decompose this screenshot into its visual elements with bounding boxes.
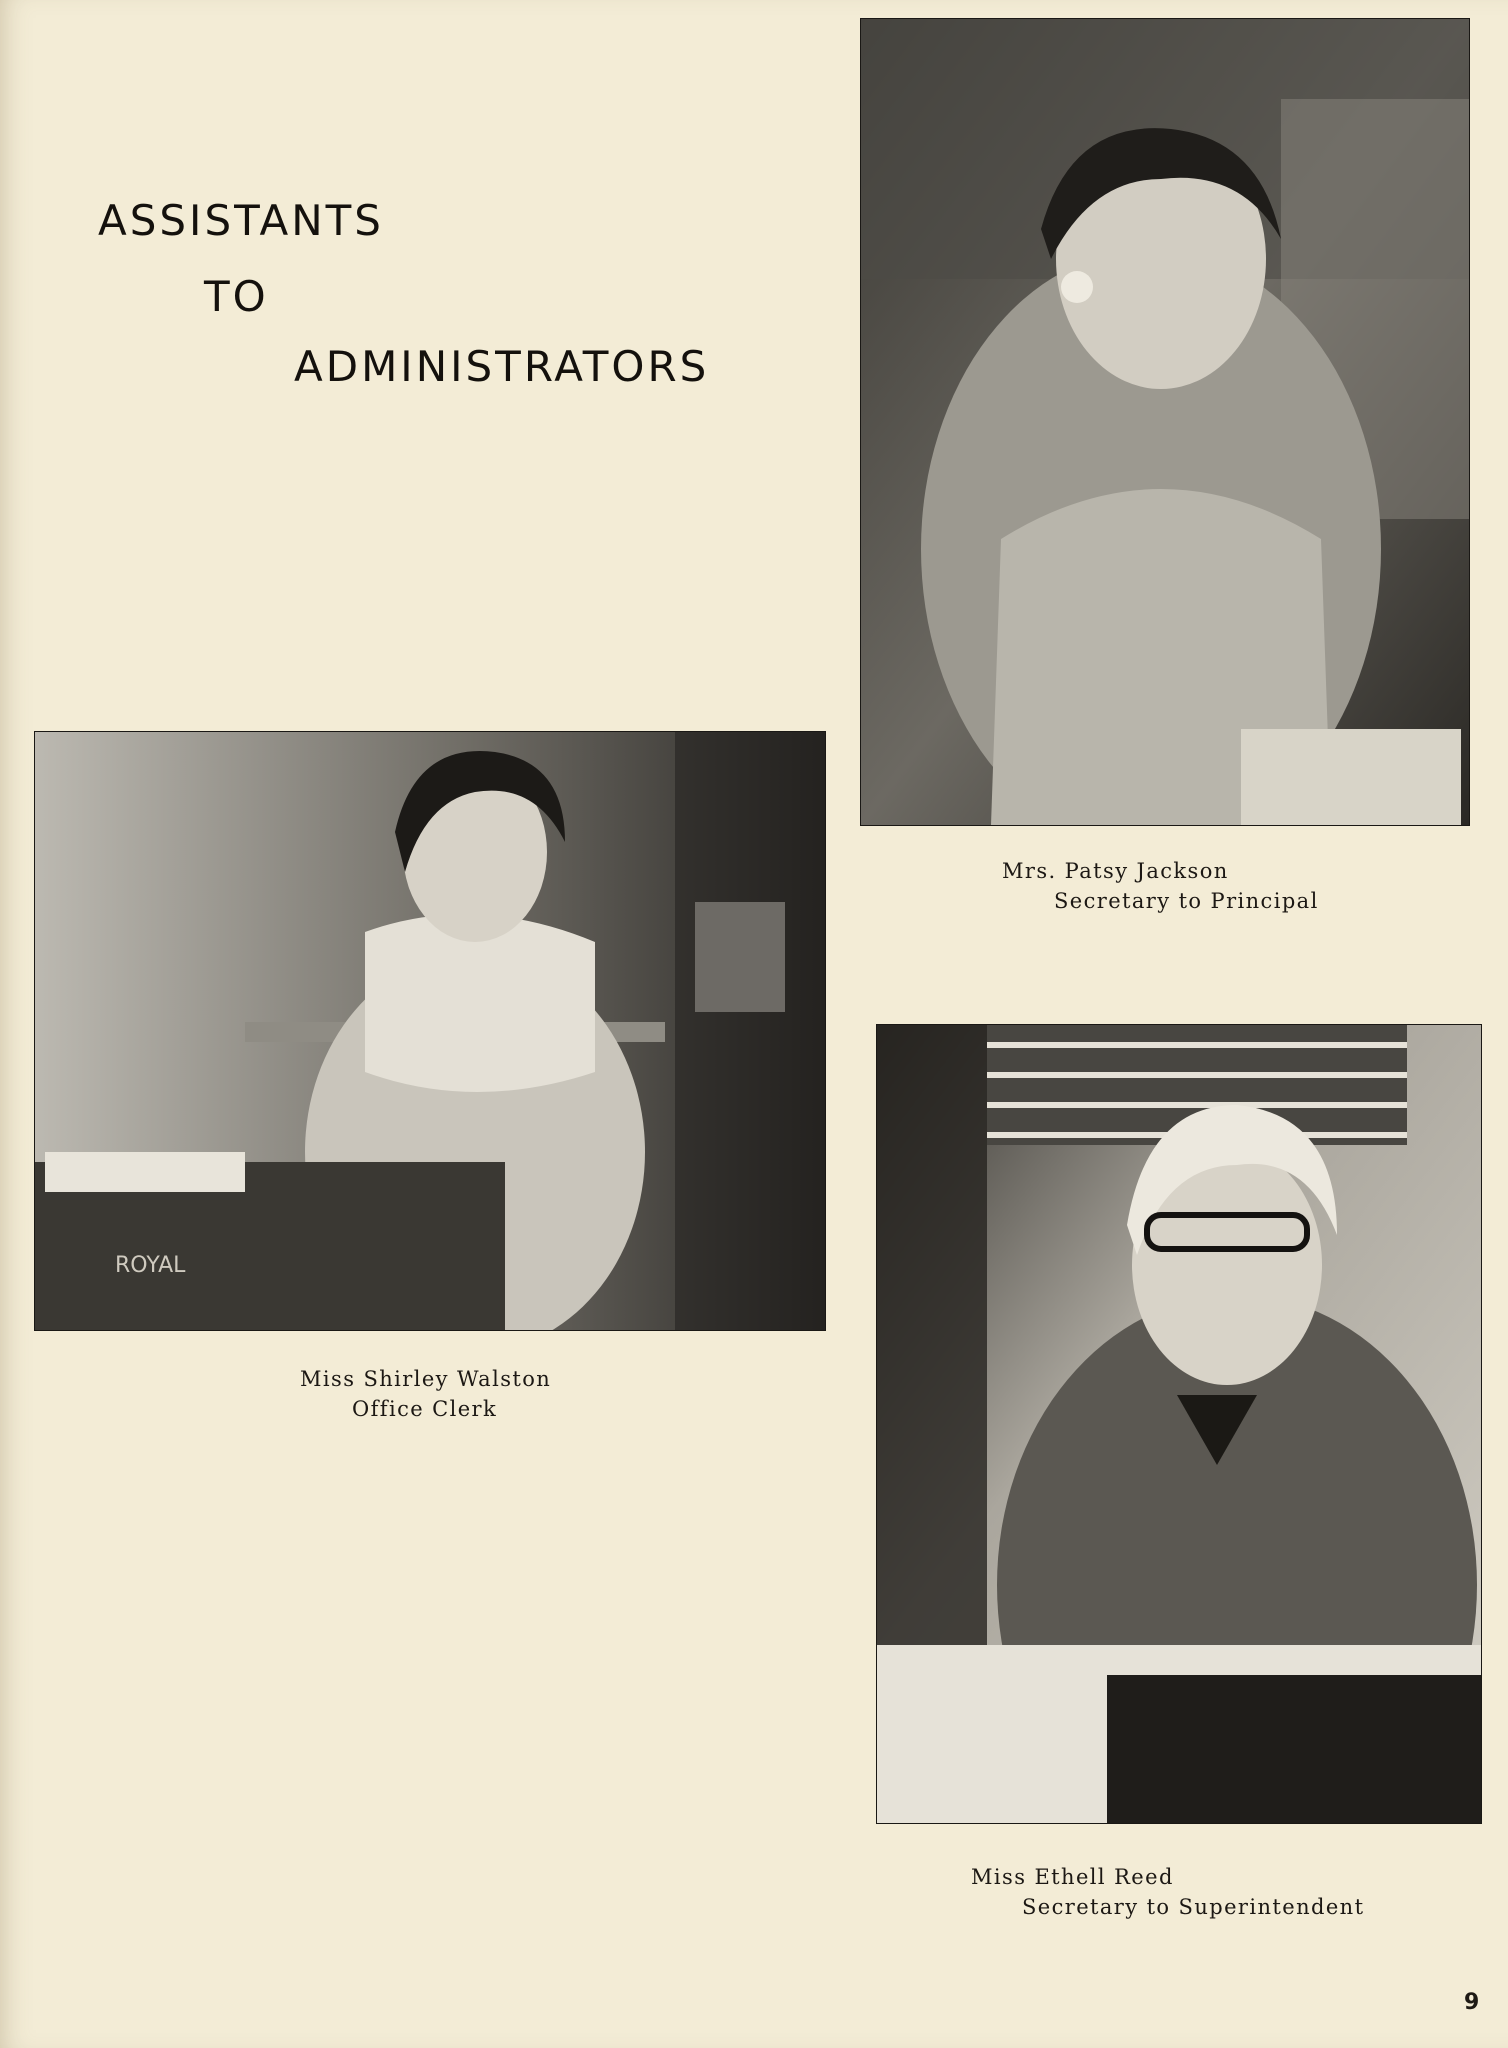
caption-role: Secretary to Superintendent [1022,1895,1365,1919]
page-title-line-2: TO [204,272,269,321]
typist-image [35,732,825,1330]
caption-name: Miss Ethell Reed [971,1865,1174,1889]
page-title-line-3: ADMINISTRATORS [294,342,710,391]
caption-role: Office Clerk [352,1397,498,1421]
caption-name: Mrs. Patsy Jackson [1002,859,1229,883]
caption-role: Secretary to Principal [1054,889,1319,913]
photo-patsy-jackson [860,18,1470,826]
page-title-line-1: ASSISTANTS [98,196,384,245]
desk-portrait-image [877,1025,1481,1823]
portrait-image [861,19,1469,825]
caption-name: Miss Shirley Walston [300,1367,552,1391]
photo-shirley-walston [34,731,826,1331]
photo-ethell-reed [876,1024,1482,1824]
page-number: 9 [1464,1990,1480,2015]
typewriter-brand: ROYAL [115,1253,186,1278]
